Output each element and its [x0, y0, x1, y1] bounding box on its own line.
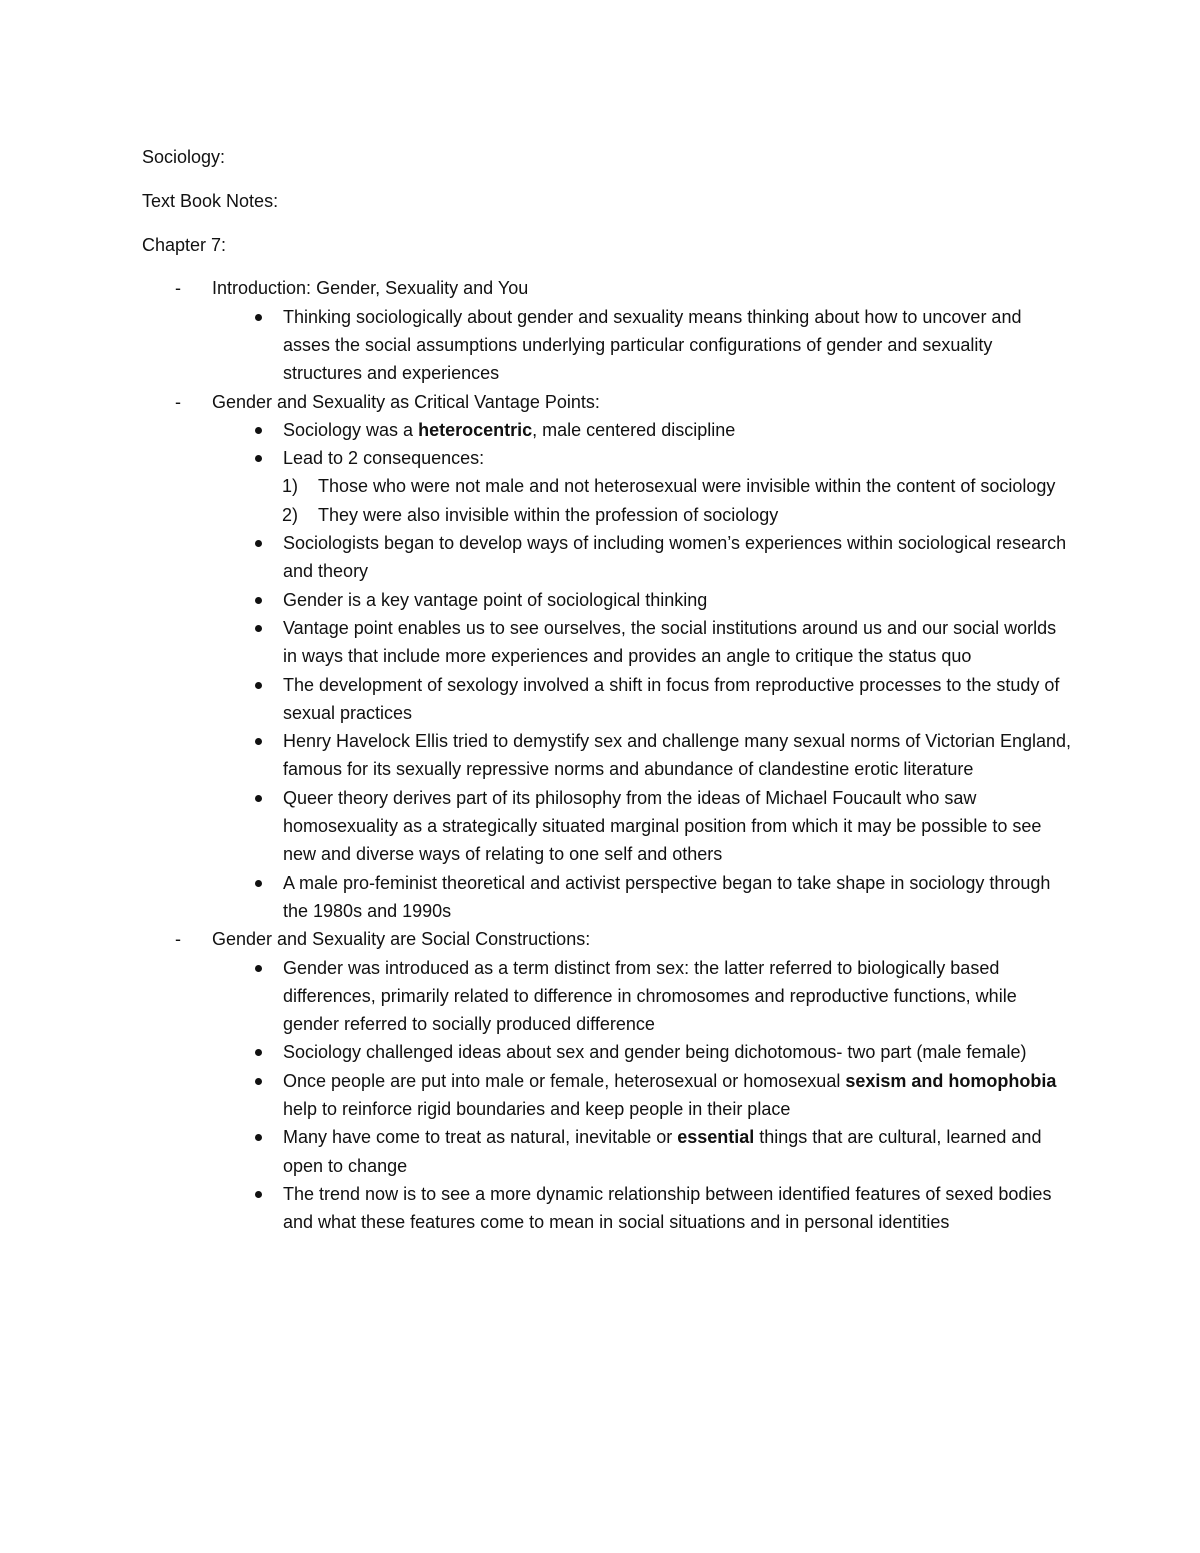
- section-heading: [142, 925, 1072, 953]
- bullet-text: Queer theory derives part of its philosophy from the ideas of Michael Foucault who saw homosexuality as a strategically situated marginal position from which it may be possible to see new and diverse ways of relating to one self and others: [283, 787, 1042, 865]
- bullet-item: [142, 614, 1072, 671]
- dash-marker: -: [175, 278, 181, 299]
- section-heading: [142, 274, 1072, 302]
- bullet-item: [142, 1067, 1072, 1124]
- bullet-dot-icon: [255, 597, 262, 604]
- bullet-bold-term: sexism and homophobia: [845, 1070, 1057, 1091]
- bullet-text-post: things that are cultural, learned and open to change: [283, 1127, 1042, 1176]
- bullet-text: The development of sexology involved a shift in focus from reproductive processes to the study of sexual practices: [283, 674, 1060, 723]
- bullet-dot-icon: [255, 738, 262, 745]
- bullet-dot-icon: [255, 965, 262, 972]
- bullet-item: [142, 529, 1072, 586]
- section-title: Gender and Sexuality are Social Constructions:: [212, 929, 591, 950]
- notes-content: [142, 143, 1072, 1236]
- bullet-text: Sociologists began to develop ways of including women’s experiences within sociological research and theory: [283, 533, 1067, 582]
- bullet-item: [142, 727, 1072, 784]
- bullet-text: A male pro-feminist theoretical and activist perspective began to take shape in sociology through the 1980s and 1990s: [283, 872, 1051, 921]
- bullet-text: Vantage point enables us to see ourselves, the social institutions around us and our social worlds in ways that include more experiences and provides an angle to critique the status quo: [283, 617, 1057, 667]
- bullet-item: [142, 784, 1072, 869]
- bullet-text-pre: Many have come to treat as natural, inevitable or: [283, 1127, 678, 1148]
- bullet-text: Thinking sociologically about gender and sexuality means thinking about how to uncover and asses the social assumptions underlying particular configurations of gender and sexuality structures and experiences: [283, 306, 1022, 384]
- bullet-dot-icon: [255, 795, 262, 802]
- dash-marker: -: [175, 929, 181, 950]
- bullet-dot-icon: [255, 427, 262, 434]
- bullet-item: [142, 954, 1072, 1039]
- bullet-text: Gender was introduced as a term distinct from sex: the latter referred to biologically based differences, primarily related to difference in chromosomes and reproductive functions, while gender referred to socially produced difference: [283, 957, 1017, 1035]
- bullet-item: [142, 671, 1072, 728]
- bullet-bold-term: heterocentric: [418, 419, 533, 440]
- bullet-dot-icon: [255, 1078, 262, 1085]
- numbered-text: Those who were not male and not heterosexual were invisible within the content of sociology: [318, 476, 1056, 497]
- bullet-dot-icon: [255, 540, 262, 547]
- bullet-dot-icon: [255, 682, 262, 689]
- bullet-text: The trend now is to see a more dynamic relationship between identified features of sexed bodies and what these features come to mean in social situations and in personal identities: [283, 1183, 1052, 1233]
- bullet-item: [142, 869, 1072, 926]
- numbered-item: [142, 501, 1072, 529]
- bullet-dot-icon: [255, 1134, 262, 1141]
- bullet-text-post: help to reinforce rigid boundaries and keep people in their place: [283, 1099, 791, 1119]
- bullet-text: Gender is a key vantage point of sociological thinking: [283, 589, 708, 610]
- bullet-dot-icon: [255, 625, 262, 632]
- bullet-item: [142, 586, 1072, 614]
- bullet-dot-icon: [255, 1191, 262, 1198]
- subject-heading: Sociology:: [142, 147, 226, 167]
- dash-marker: -: [175, 391, 181, 412]
- bullet-dot-icon: [255, 880, 262, 887]
- bullet-dot-icon: [255, 455, 262, 462]
- bullet-text: Lead to 2 consequences:: [283, 448, 485, 469]
- bullet-dot-icon: [255, 1049, 262, 1056]
- bullet-item: [142, 303, 1072, 388]
- bullet-dot-icon: [255, 314, 262, 321]
- bullet-item: [142, 1038, 1072, 1066]
- source-heading: Text Book Notes:: [142, 190, 279, 211]
- numbered-item: [142, 472, 1072, 500]
- bullet-item: [142, 1180, 1072, 1237]
- bullet-text: Henry Havelock Ellis tried to demystify sex and challenge many sexual norms of Victorian England, famous for its sexually repressive norms and abundance of clandestine erotic literature: [283, 731, 1072, 780]
- number-label: 1): [282, 476, 299, 497]
- bullet-item: [142, 416, 1072, 444]
- section-heading: [142, 388, 1072, 416]
- bullet-text: Sociology challenged ideas about sex and gender being dichotomous- two part (male female): [283, 1042, 1027, 1063]
- numbered-text: They were also invisible within the profession of sociology: [318, 504, 779, 525]
- bullet-text-pre: Once people are put into male or female, heterosexual or homosexual: [283, 1070, 846, 1091]
- bullet-text-pre: Sociology was a: [283, 419, 419, 440]
- bullet-item: [142, 1123, 1072, 1180]
- chapter-heading: Chapter 7:: [142, 234, 227, 255]
- number-label: 2): [282, 504, 299, 525]
- section-title: Gender and Sexuality as Critical Vantage Points:: [212, 391, 600, 412]
- bullet-item: [142, 444, 1072, 472]
- bullet-bold-term: essential: [677, 1127, 755, 1148]
- bullet-text-post: , male centered discipline: [532, 419, 736, 440]
- section-title: Introduction: Gender, Sexuality and You: [212, 278, 529, 299]
